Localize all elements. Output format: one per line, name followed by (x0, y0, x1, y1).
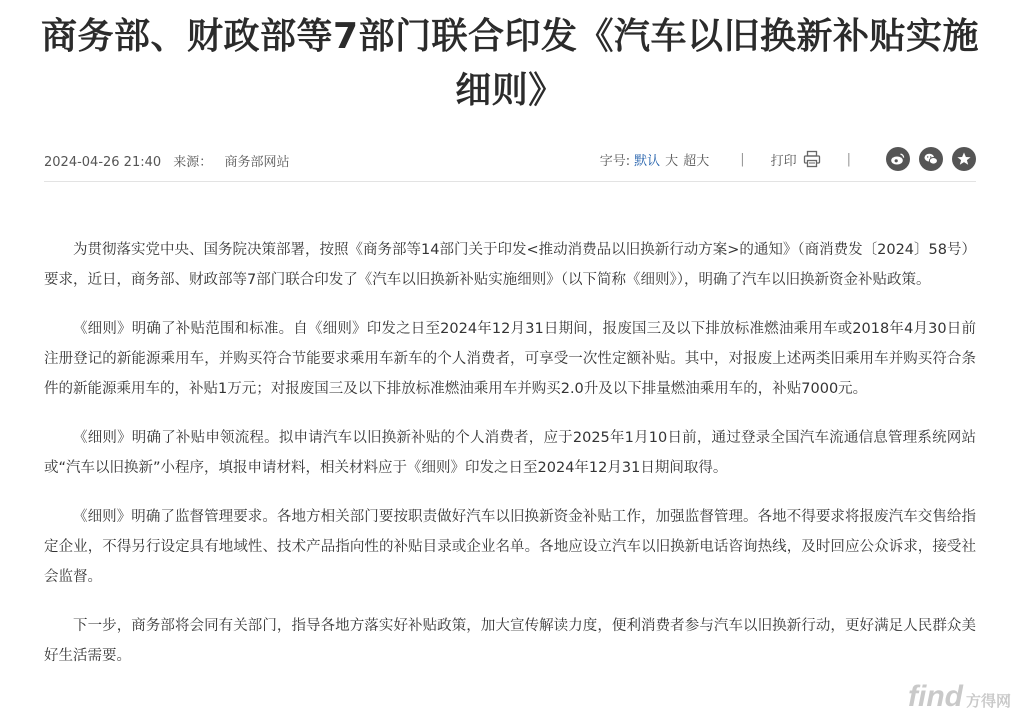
printer-icon (803, 150, 821, 168)
weibo-icon[interactable] (886, 147, 910, 171)
watermark-latin-text: find (908, 680, 963, 713)
article-body (44, 235, 976, 690)
article-meta-info (44, 151, 297, 170)
font-size-xlarge-option[interactable]: 超大 (683, 153, 710, 169)
print-button[interactable] (771, 150, 821, 169)
print-label: 打印 (770, 153, 797, 169)
article-paragraph: 《细则》明确了补贴范围和标准。自《细则》印发之日至2024年12月31日期间，报废国三及以下排放标准燃油乘用车或2018年4月30日前注册登记的新能源乘用车，并购买符合节能要求乘用车新车的个人消费者，可享受一次性定额补贴。其中，对报废上述两类旧乘用车并购买符合条件的新能源乘用车的，补贴1万元；对报废国三及以下排放标准燃油乘用车并购买2.0升及以下排量燃油乘用车的，补贴7000元。 (44, 321, 976, 397)
article-toolbar (600, 145, 976, 173)
font-size-large-option[interactable]: 大 (665, 153, 679, 169)
source-name: 商务部网站 (224, 155, 290, 170)
article-meta-bar (44, 145, 976, 182)
site-watermark-logo (908, 682, 1011, 712)
toolbar-divider: | (846, 151, 851, 167)
article-paragraph: 下一步，商务部将会同有关部门，指导各地方落实好补贴政策，加大宣传解读力度，便利消费者参与汽车以旧换新行动，更好满足人民群众美好生活需要。 (44, 618, 976, 664)
favorite-star-icon[interactable] (952, 147, 976, 171)
watermark-cjk-text: 方得网 (965, 693, 1011, 710)
article-paragraph: 《细则》明确了补贴申领流程。拟申请汽车以旧换新补贴的个人消费者，应于2025年1月10日前，通过登录全国汽车流通信息管理系统网站或“汽车以旧换新”小程序，填报申请材料，相关材料应于《细则》印发之日至2024年12月31日期间取得。 (44, 430, 976, 476)
wechat-icon[interactable] (919, 147, 943, 171)
share-buttons (877, 147, 976, 171)
toolbar-divider: | (740, 151, 745, 167)
article-paragraph: 《细则》明确了监督管理要求。各地方相关部门要按职责做好汽车以旧换新资金补贴工作，加强监督管理。各地不得要求将报废汽车交售给指定企业，不得另行设定具有地域性、技术产品指向性的补贴目录或企业名单。各地应设立汽车以旧换新电话咨询热线，及时回应公众诉求，接受社会监督。 (44, 509, 976, 585)
article-title: 商务部、财政部等7部门联合印发《汽车以旧换新补贴实施细则》 (40, 16, 980, 111)
source-label: 来源： (173, 155, 213, 170)
font-size-default-option[interactable]: 默认 (634, 153, 661, 169)
article-paragraph: 为贯彻落实党中央、国务院决策部署，按照《商务部等14部门关于印发<推动消费品以旧换新行动方案>的通知》（商消费发〔2024〕58号）要求，近日，商务部、财政部等7部门联合印发了《汽车以旧换新补贴实施细则》（以下简称《细则》），明确了汽车以旧换新资金补贴政策。 (44, 242, 976, 288)
font-size-label: 字号: (599, 153, 631, 169)
publish-datetime: 2024-04-26 21:40 (44, 155, 162, 170)
